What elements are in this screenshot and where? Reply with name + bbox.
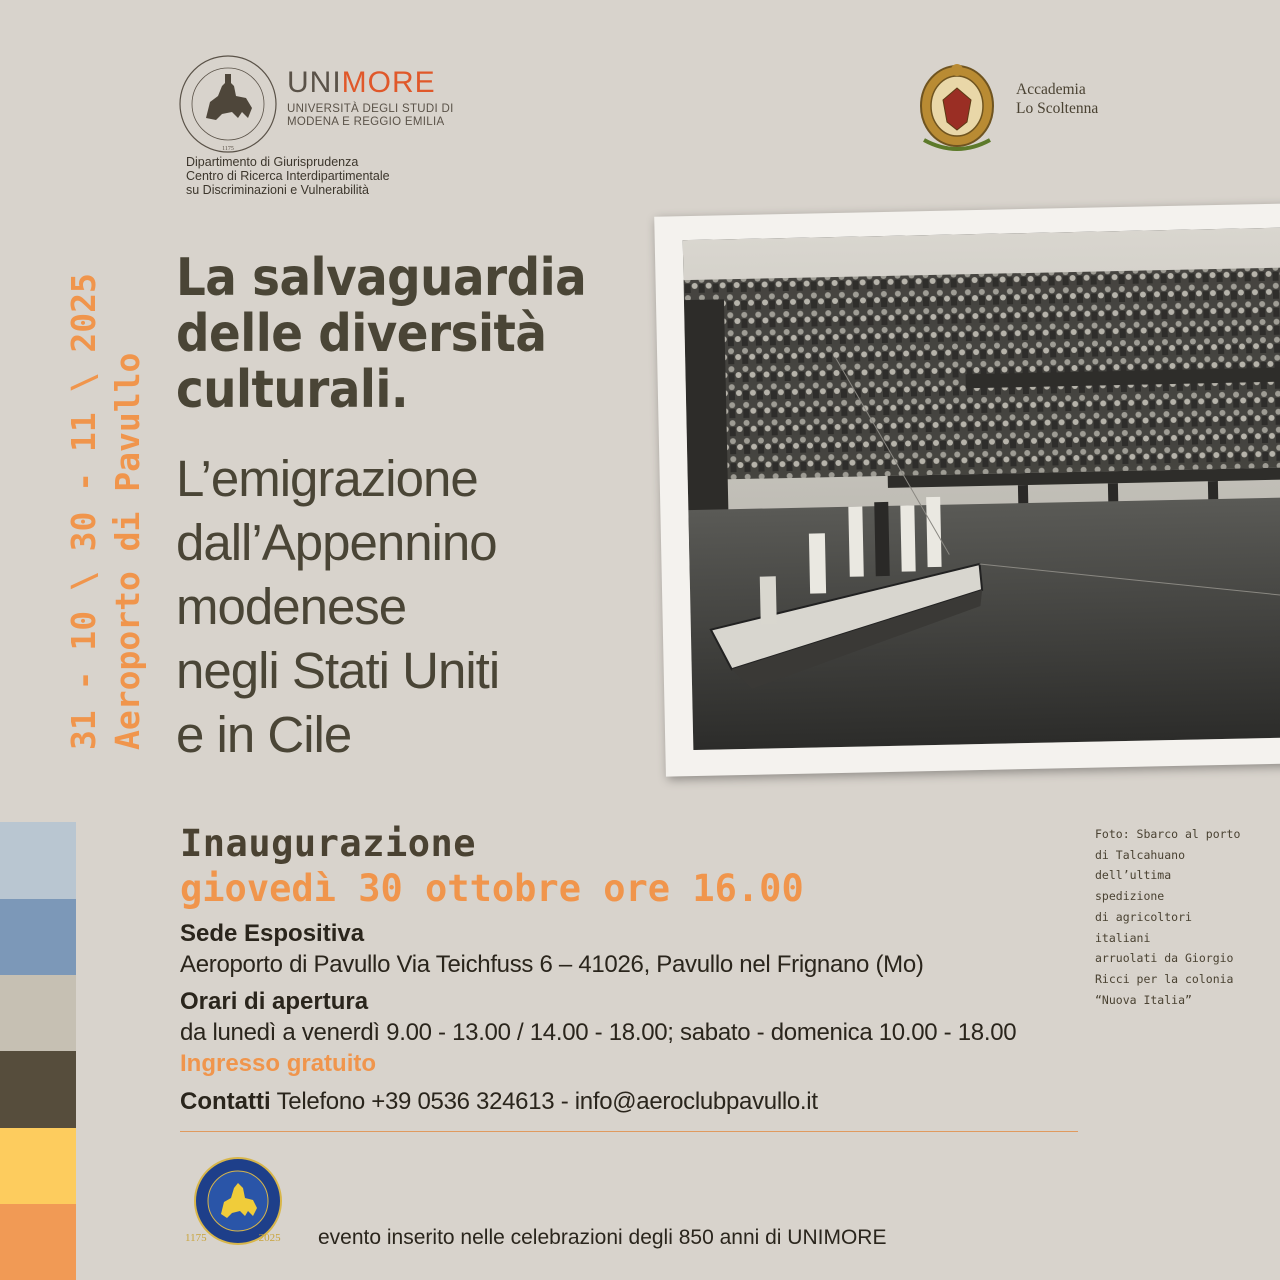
unimore-wordmark: UNIMORE — [287, 66, 436, 99]
svg-text:1175: 1175 — [222, 146, 234, 152]
accademia-crest-logo — [910, 60, 1004, 158]
department-block: Dipartimento di Giurisprudenza Centro di Ricerca Interdipartimentale su Discriminazioni e Vulnerabilità — [186, 155, 390, 197]
opening-hours: da lunedì a venerdì 9.00 - 13.00 / 14.00 - 18.00; sabato - domenica 10.00 - 18.00 — [180, 1019, 1017, 1046]
unimore-university-name: UNIVERSITÀ DEGLI STUDI DI MODENA E REGGIO EMILIA — [287, 103, 454, 128]
color-band-3 — [0, 975, 76, 1051]
historical-photo — [683, 227, 1280, 750]
exhibition-title: La salvaguardia delle diversità culturali. — [176, 248, 587, 420]
inauguration-label: Inaugurazione — [180, 822, 477, 865]
vertical-dates-place — [62, 273, 150, 750]
contacts-label: Contatti — [180, 1088, 271, 1115]
exhibition-subtitle: L’emigrazione dall’Appennino modenese negli Stati Uniti e in Cile — [176, 450, 500, 763]
venue-label: Sede Espositiva — [180, 920, 365, 947]
free-entry-note: Ingresso gratuito — [180, 1050, 377, 1077]
venue-address: Aeroporto di Pavullo Via Teichfuss 6 – 41026, Pavullo nel Frignano (Mo) — [180, 951, 924, 978]
unimore-seal-logo — [176, 52, 280, 156]
color-band-5 — [0, 1128, 76, 1204]
exhibition-dates: 31 - 10 \ 30 - 11 \ 2025 — [64, 273, 103, 750]
photo-caption: Foto: Sbarco al porto di Talcahuano dell’ultima spedizione di agricoltori italiani arruolati da Giorgio Ricci per la colonia “Nuova Italia” — [1095, 827, 1241, 1007]
color-band-4 — [0, 1051, 76, 1128]
inauguration-date: giovedì 30 ottobre ore 16.00 — [180, 867, 804, 910]
contacts-value[interactable]: Telefono +39 0536 324613 - info@aeroclubpavullo.it — [270, 1088, 818, 1115]
accademia-name: Accademia Lo Scoltenna — [1016, 81, 1099, 117]
color-band-6 — [0, 1204, 76, 1280]
contacts-line — [180, 1088, 818, 1116]
divider-line — [180, 1131, 1078, 1132]
medal-years: 1175 2025 — [185, 1232, 281, 1244]
celebration-note: evento inserito nelle celebrazioni degli 850 anni di UNIMORE — [318, 1226, 887, 1249]
color-band-1 — [0, 822, 76, 899]
color-band-2 — [0, 899, 76, 975]
exhibition-place: Aeroporto di Pavullo — [108, 352, 147, 750]
historical-photo-frame — [654, 203, 1280, 776]
opening-hours-label: Orari di apertura — [180, 988, 369, 1015]
